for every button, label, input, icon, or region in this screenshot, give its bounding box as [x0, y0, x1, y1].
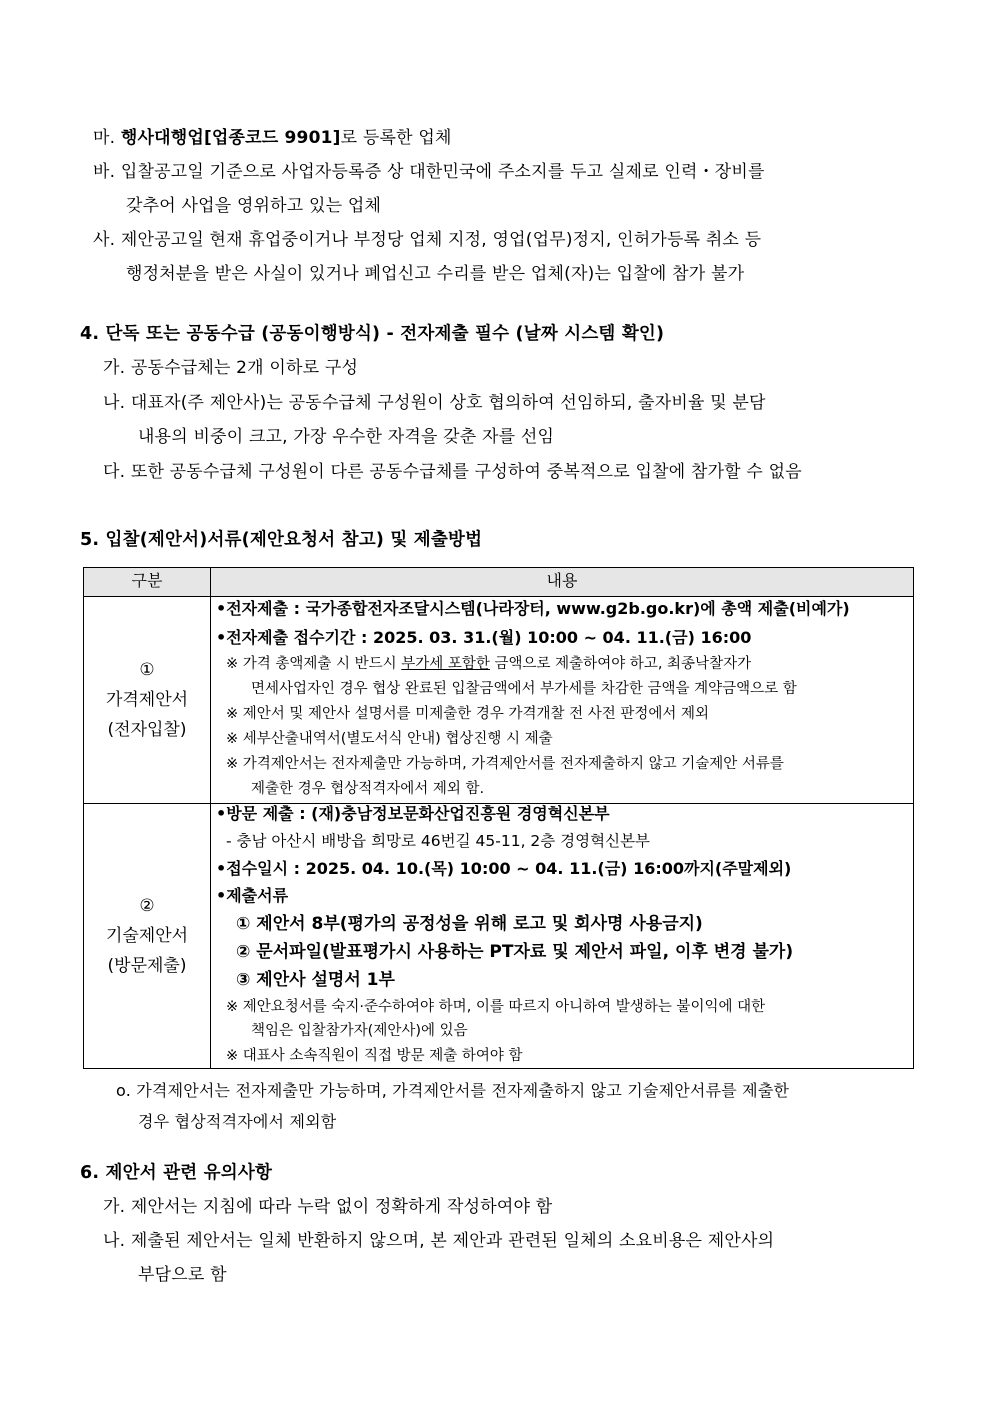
row2-note1: ※ 제안요청서를 숙지·준수하여야 하며, 이를 따르지 아니하여 발생하는 불이익에 대한: [226, 999, 766, 1015]
row1-label1: 가격제안서: [105, 690, 189, 710]
item-ma-bold: 행사대행업[업종코드 9901]: [120, 128, 341, 148]
submission-table: [83, 567, 914, 1069]
table-row: [84, 597, 914, 804]
row2-line2: - 충남 아산시 배방읍 희망로 46번길 45-11, 2층 경영혁신본부: [226, 832, 651, 850]
section4-title: 4. 단독 또는 공동수급 (공동이행방식) - 전자제출 필수 (날짜 시스템 확인): [80, 324, 665, 344]
row2-note1b: 책임은 입찰참가자(제안사)에 있음: [251, 1023, 468, 1039]
row2-doc2: ② 문서파일(발표평가시 사용하는 PT자료 및 제안서 파일, 이후 변경 불가): [236, 942, 794, 962]
section5-title: 5. 입찰(제안서)서류(제안요청서 참고) 및 제출방법: [80, 530, 483, 550]
item-ma-prefix: 마.: [93, 128, 121, 148]
section4-na-line1: 나. 대표자(주 제안사)는 공동수급체 구성원이 상호 협의하여 선임하되, 출자비율 및 분담: [103, 393, 766, 413]
section6-na-line1: 나. 제출된 제안서는 일체 반환하지 않으며, 본 제안과 관련된 일체의 소요비용은 제안사의: [103, 1231, 775, 1251]
row2-line4: •제출서류: [216, 886, 289, 905]
row1-content: [211, 597, 914, 804]
row1-note4b: 제출한 경우 협상적격자에서 제외 함.: [251, 781, 485, 797]
row1-line2: •전자제출 접수기간 : 2025. 03. 31.(월) 10:00 ~ 04. 11.(금) 16:00: [216, 628, 752, 647]
row1-note1b: 면세사업자인 경우 협상 완료된 입찰금액에서 부가세를 차감한 금액을 계약금액으로 함: [251, 681, 797, 697]
row2-content: [211, 804, 914, 1069]
header-content: 내용: [211, 568, 914, 597]
row1-line1: •전자제출 : 국가종합전자조달시스템(나라장터, www.g2b.go.kr)에 총액 제출(비예가): [216, 599, 850, 618]
row2-category: [84, 804, 211, 1069]
section5-after-line2: 경우 협상적격자에서 제외함: [138, 1112, 337, 1131]
row1-note3: ※ 세부산출내역서(별도서식 안내) 협상진행 시 제출: [226, 731, 553, 747]
row1-note2: ※ 제안서 및 제안사 설명서를 미제출한 경우 가격개찰 전 사전 판정에서 제외: [226, 706, 710, 722]
section6-ga: 가. 제안서는 지침에 따라 누락 없이 정확하게 작성하여야 함: [103, 1197, 553, 1217]
section6-na-line2: 부담으로 함: [138, 1265, 227, 1285]
row2-doc1: ① 제안서 8부(평가의 공정성을 위해 로고 및 회사명 사용금지): [236, 914, 703, 934]
row1-label2: (전자입찰): [107, 720, 187, 740]
item-ma: [93, 127, 452, 149]
row1-note1: ※ 가격 총액제출 시 반드시 부가세 포함한 금액으로 제출하여야 하고, 최종낙찰자가: [226, 656, 752, 672]
row2-num: ②: [139, 896, 155, 916]
underlined-vat-text: 부가세 포함한: [401, 656, 490, 672]
header-category: 구분: [84, 568, 211, 597]
table-row: [84, 804, 914, 1069]
row2-label1: 기술제안서: [105, 926, 189, 946]
section6-title: 6. 제안서 관련 유의사항: [80, 1163, 273, 1183]
table-header-row: [84, 568, 914, 597]
section5-after-line1: o. 가격제안서는 전자제출만 가능하며, 가격제안서를 전자제출하지 않고 기술제안서류를 제출한: [116, 1081, 790, 1100]
item-ba-line2: 갖추어 사업을 영위하고 있는 업체: [126, 196, 382, 216]
item-sa-line1: 사. 제안공고일 현재 휴업중이거나 부정당 업체 지정, 영업(업무)정지, 인허가등록 취소 등: [93, 230, 762, 250]
item-ba-line1: 바. 입찰공고일 기준으로 사업자등록증 상 대한민국에 주소지를 두고 실제로 인력・장비를: [93, 162, 765, 182]
section4-ga: 가. 공동수급체는 2개 이하로 구성: [103, 358, 359, 378]
row1-note4: ※ 가격제안서는 전자제출만 가능하며, 가격제안서를 전자제출하지 않고 기술제안 서류를: [226, 756, 784, 772]
row2-label2: (방문제출): [107, 956, 187, 976]
row1-category: [84, 597, 211, 804]
row2-line1: •방문 제출 : (재)충남정보문화산업진흥원 경영혁신본부: [216, 804, 610, 823]
row2-line3: •접수일시 : 2025. 04. 10.(목) 10:00 ~ 04. 11.(금) 16:00까지(주말제외): [216, 859, 792, 878]
item-ma-rest: 로 등록한 업체: [340, 128, 452, 148]
item-sa-line2: 행정처분을 받은 사실이 있거나 폐업신고 수리를 받은 업체(자)는 입찰에 참가 불가: [126, 264, 745, 284]
row2-note2: ※ 대표사 소속직원이 직접 방문 제출 하여야 함: [226, 1048, 523, 1064]
section4-da: 다. 또한 공동수급체 구성원이 다른 공동수급체를 구성하여 중복적으로 입찰에 참가할 수 없음: [103, 462, 802, 482]
section4-na-line2: 내용의 비중이 크고, 가장 우수한 자격을 갖춘 자를 선임: [138, 427, 555, 447]
row1-num: ①: [139, 660, 155, 680]
row2-doc3: ③ 제안사 설명서 1부: [236, 970, 395, 990]
